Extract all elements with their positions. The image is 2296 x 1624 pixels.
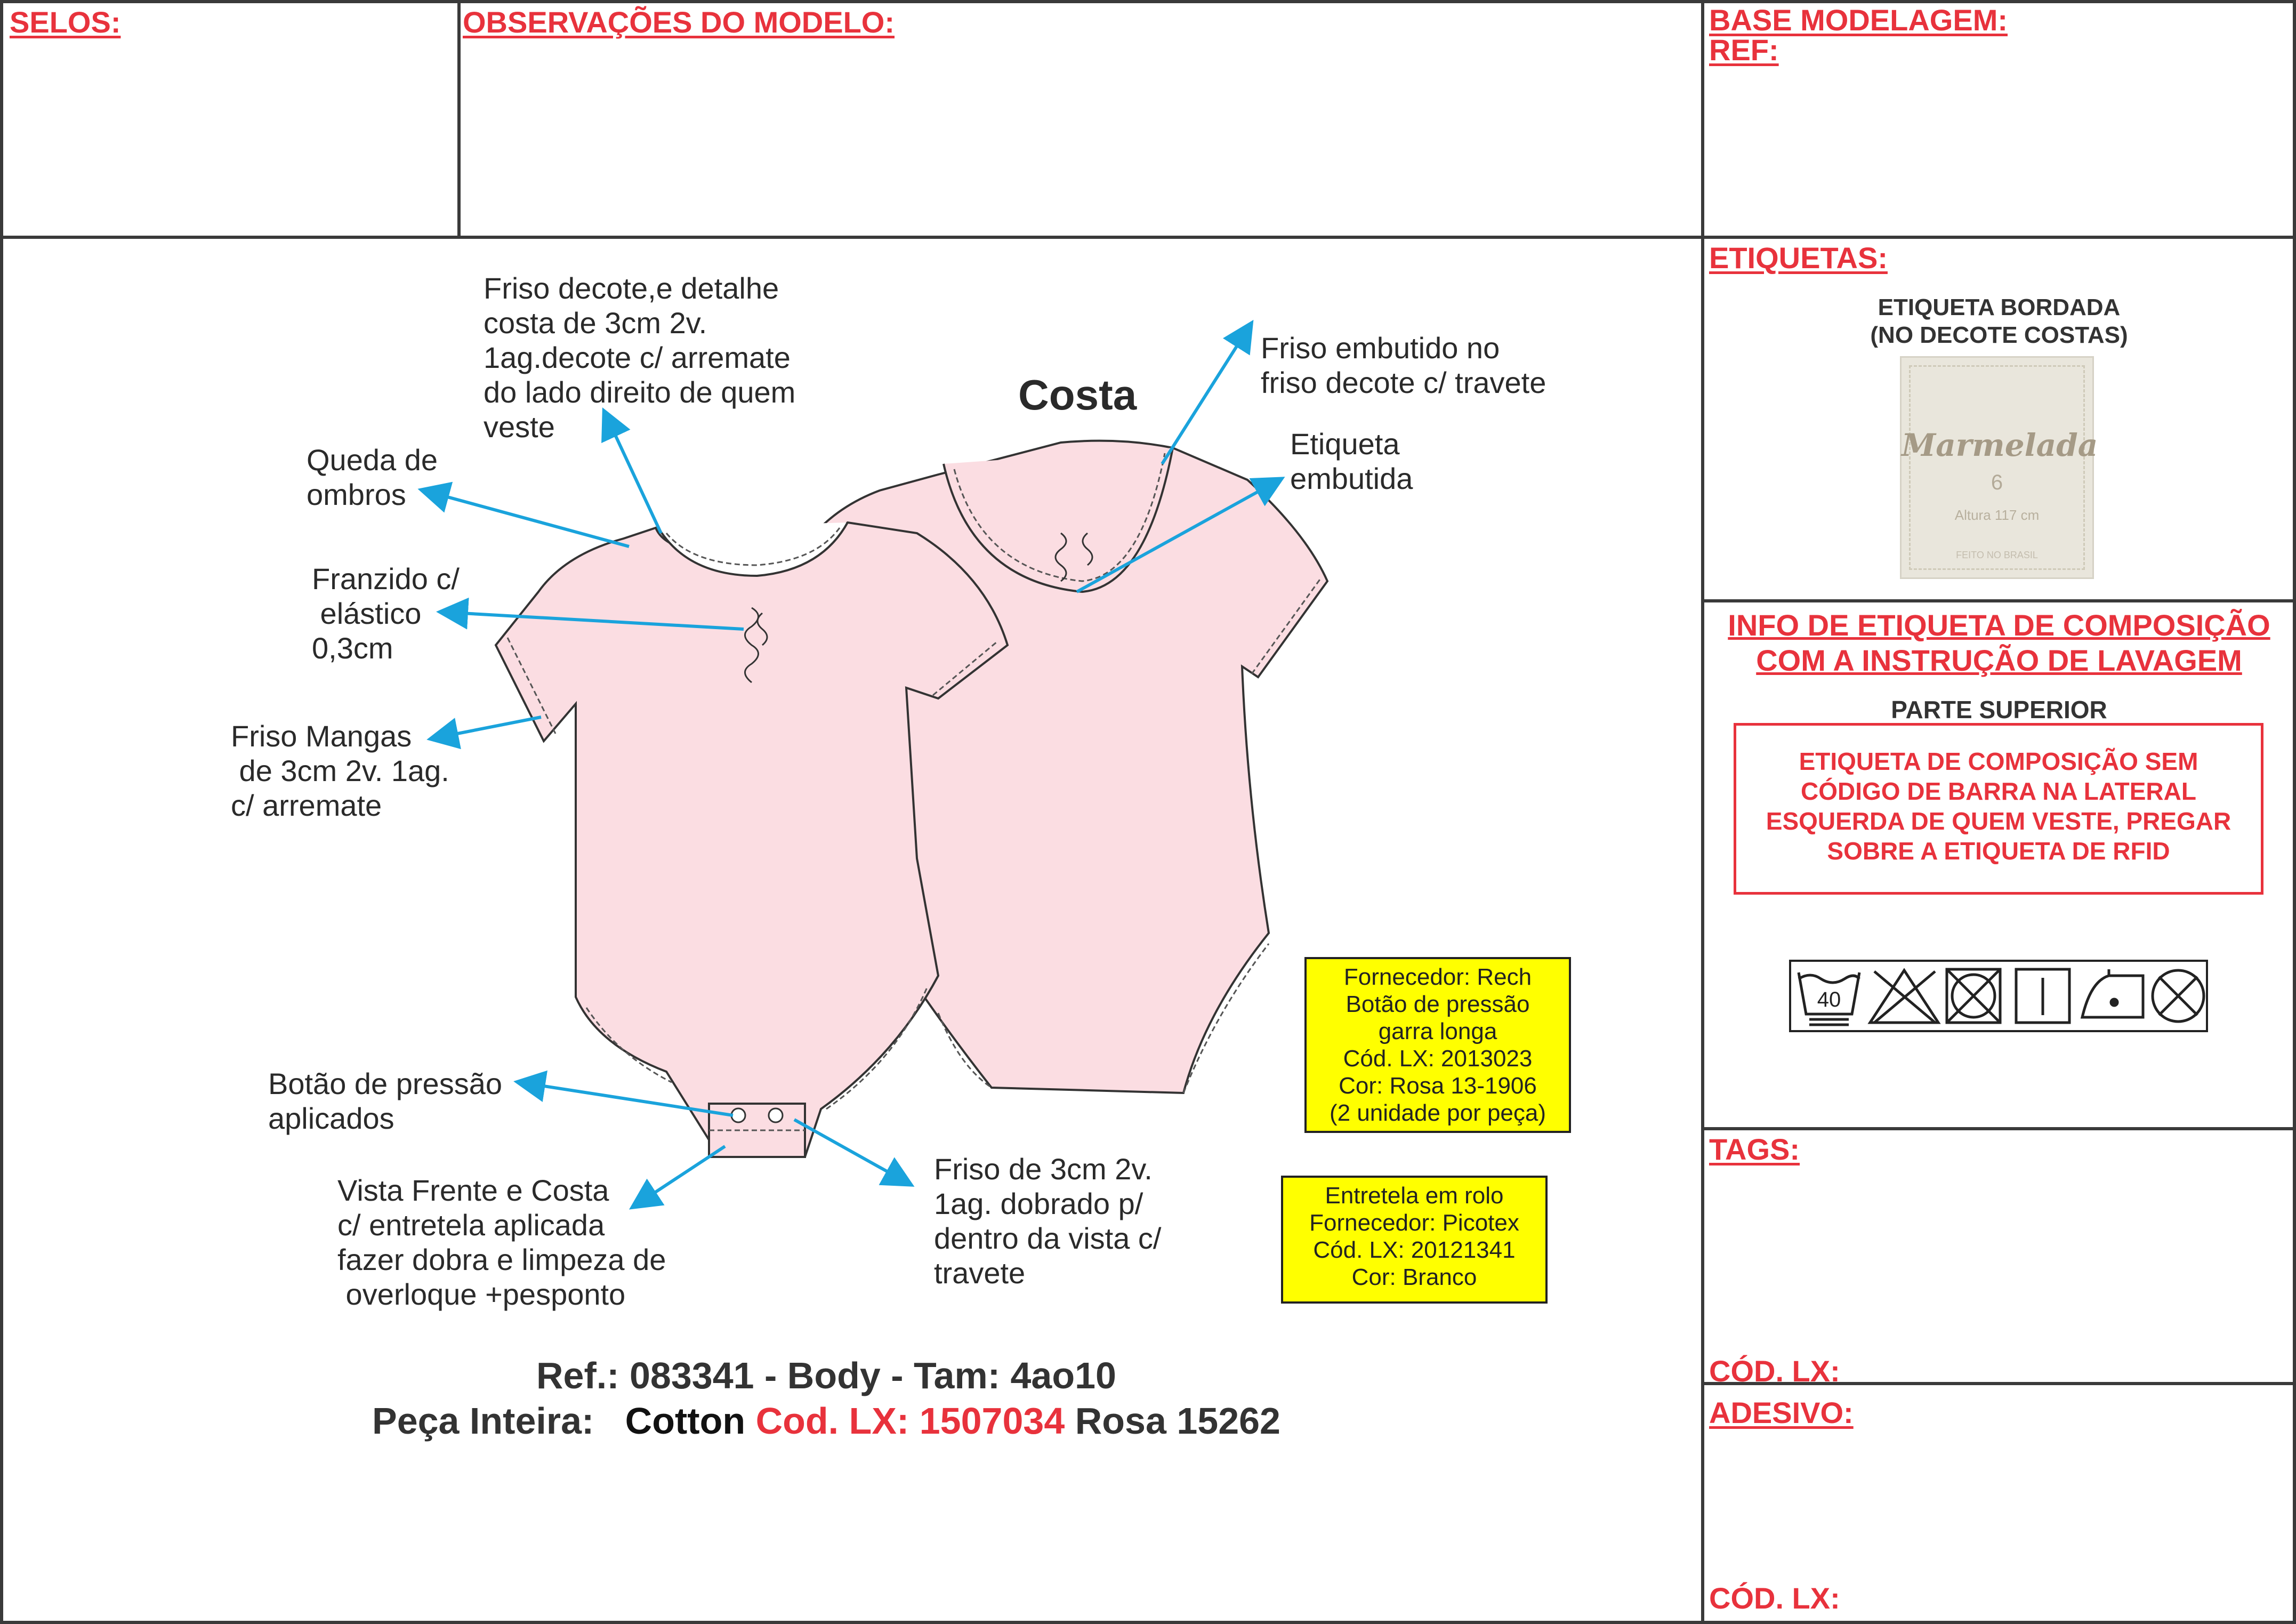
costa-label: Costa: [1018, 371, 1137, 419]
note-friso-mangas: Friso Mangas de 3cm 2v. 1ag. c/ arremate: [231, 719, 449, 822]
ref-heading: REF:: [1709, 33, 1779, 67]
note-franzido: Franzido c/ elástico 0,3cm: [312, 562, 460, 665]
piece-line: [213, 1400, 1439, 1442]
fabric-cod-lx: Cod. LX: 1507034: [755, 1400, 1065, 1442]
selos-heading: SELOS:: [10, 5, 121, 39]
supplier-line: Cor: Branco: [1351, 1264, 1477, 1290]
label-stitch: [1909, 365, 2085, 570]
warning-line: CÓDIGO DE BARRA NA LATERAL: [1801, 777, 2196, 805]
base-modelagem-heading: BASE MODELAGEM:: [1709, 3, 2008, 37]
tags-heading: TAGS:: [1709, 1132, 1800, 1166]
supplier-box-snap-button: [1304, 957, 1571, 1133]
composition-warning-box: [1734, 723, 2263, 895]
label-brand-text: Marmelada: [1902, 427, 2098, 463]
composition-subtitle: PARTE SUPERIOR: [1891, 696, 2107, 723]
note-vista: Vista Frente e Costa c/ entretela aplicada fazer dobra e limpeza de overloque +pesponto: [337, 1173, 666, 1311]
brand-label-image: [1900, 356, 2098, 579]
wash-temp-text: 40: [1817, 988, 1841, 1011]
supplier-line: (2 unidade por peça): [1329, 1100, 1546, 1126]
supplier-line: Entretela em rolo: [1325, 1183, 1504, 1209]
label-height-text: Altura 117 cm: [1954, 507, 2040, 523]
arrow-friso-3cm: [794, 1120, 909, 1184]
adesivo-heading: ADESIVO:: [1709, 1396, 1854, 1429]
composition-title-line1: INFO DE ETIQUETA DE COMPOSIÇÃO: [1728, 608, 2270, 642]
fabric-color: Rosa 15262: [1075, 1400, 1280, 1442]
note-friso-embutido: Friso embutido no friso decote c/ travete: [1261, 331, 1546, 399]
warning-line: SOBRE A ETIQUETA DE RFID: [1827, 837, 2170, 865]
arrow-friso-embutido: [1162, 325, 1250, 464]
arrow-queda-ombros: [424, 491, 629, 546]
note-botao: Botão de pressão aplicados: [268, 1067, 502, 1135]
supplier-line: Fornecedor: Rech: [1343, 964, 1532, 990]
supplier-line: Fornecedor: Picotex: [1309, 1210, 1519, 1236]
label-size-text: 6: [1991, 471, 2003, 494]
note-etiqueta-embutida: Etiqueta embutida: [1290, 427, 1413, 495]
observacoes-heading: OBSERVAÇÕES DO MODELO:: [463, 5, 895, 39]
supplier-line: Cód. LX: 2013023: [1343, 1046, 1533, 1072]
tags-cod-lx: CÓD. LX:: [1709, 1354, 1840, 1388]
note-queda-ombros: Queda de ombros: [307, 443, 438, 511]
composition-title-line2: COM A INSTRUÇÃO DE LAVAGEM: [1756, 644, 2242, 677]
supplier-box-interlining: [1281, 1176, 1548, 1304]
supplier-line: Botão de pressão: [1346, 991, 1530, 1017]
fabric-name: Cotton: [625, 1400, 746, 1442]
label-title-line1: ETIQUETA BORDADA: [1878, 294, 2121, 320]
warning-line: ESQUERDA DE QUEM VESTE, PREGAR: [1766, 807, 2231, 835]
note-friso-3cm: Friso de 3cm 2v. 1ag. dobrado p/ dentro da vista c/ travete: [934, 1152, 1162, 1290]
piece-label: Peça Inteira:: [372, 1400, 594, 1442]
supplier-line: Cor: Rosa 13-1906: [1339, 1073, 1537, 1099]
etiquetas-heading: ETIQUETAS:: [1709, 241, 1888, 275]
wash-care-symbols: [1789, 960, 2208, 1032]
supplier-line: garra longa: [1378, 1018, 1497, 1044]
ref-line: Ref.: 083341 - Body - Tam: 4ao10: [536, 1355, 1116, 1396]
supplier-line: Cód. LX: 20121341: [1313, 1237, 1516, 1263]
note-friso-decote: Friso decote,e detalhe costa de 3cm 2v. 1ag.decote c/ arremate do lado direito de quem veste: [484, 271, 796, 444]
warning-line: ETIQUETA DE COMPOSIÇÃO SEM: [1799, 747, 2198, 775]
label-made-in-text: FEITO NO BRASIL: [1956, 550, 2038, 560]
label-title-line2: (NO DECOTE COSTAS): [1870, 322, 2128, 348]
adesivo-cod-lx: CÓD. LX:: [1709, 1581, 1840, 1615]
